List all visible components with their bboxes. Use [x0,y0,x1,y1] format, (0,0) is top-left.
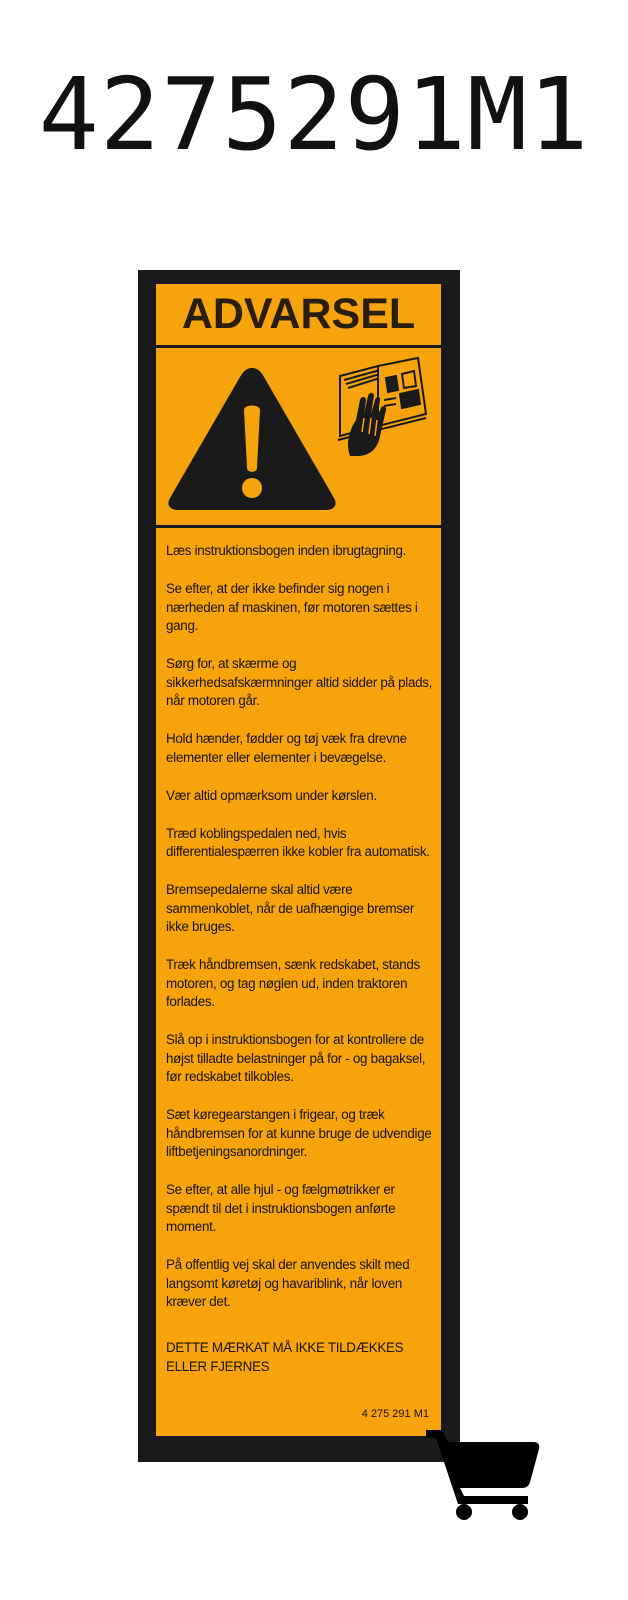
read-manual-icon [334,356,430,466]
warning-triangle-icon [162,360,342,516]
instruction-2: Se efter, at der ikke befinder sig nogen i nærheden af maskinen, før motoren sættes i gang. [166,581,418,633]
instruction-4: Hold hænder, fødder og tøj væk fra drevne elementer eller elementer i bevægelse. [166,731,407,765]
part-number-title: 4275291M1 [38,56,590,173]
warning-label-face [156,284,443,1436]
instruction-8: Træk håndbremsen, sænk redskabet, stands motoren, og tag nøglen ud, inden traktoren forlades. [166,957,420,1009]
label-footer-notice [166,1339,438,1376]
instruction-7: Bremsepedalerne skal altid være sammenkoblet, når de uafhængige bremser ikke bruges. [166,882,415,934]
label-title: ADVARSEL [181,290,416,338]
label-instructions [166,542,438,1331]
instruction-10: Sæt køregearstangen i frigear, og træk håndbremsen for at kunne bruge de udvendige liftbetjeningsanordninger. [166,1107,432,1159]
instruction-9: Slå op i instruktionsbogen for at kontrollere de højst tilladte belastninger på for - og bagaksel, før redskabet tilkobles. [166,1032,426,1084]
label-code: 4 275 291 M1 [361,1408,429,1420]
shopping-cart-icon[interactable] [424,1424,540,1520]
instruction-3: Sørg for, at skærme og sikkerhedsafskærmninger altid sidder på plads, når motoren går. [166,656,433,708]
instruction-6: Træd koblingspedalen ned, hvis differentialespærren ikke kobler fra automatisk. [166,825,430,859]
label-pictogram-panel [156,348,441,528]
footer-notice-line-1: DETTE MÆRKAT MÅ IKKE TILDÆKKES [166,1340,404,1355]
label-header [156,284,441,348]
instruction-5: Vær altid opmærksom under kørslen. [166,787,377,803]
instruction-12: På offentlig vej skal der anvendes skilt med langsomt køretøj og havariblink, når loven kræver det. [166,1257,410,1309]
footer-notice-line-2: ELLER FJERNES [166,1358,270,1374]
warning-label-sticker [138,270,460,1462]
instruction-1: Læs instruktionsbogen inden ibrugtagning. [166,543,407,558]
instruction-11: Se efter, at alle hjul - og fælgmøtrikker er spændt til det i instruktionsbogen anførte moment. [166,1182,396,1234]
